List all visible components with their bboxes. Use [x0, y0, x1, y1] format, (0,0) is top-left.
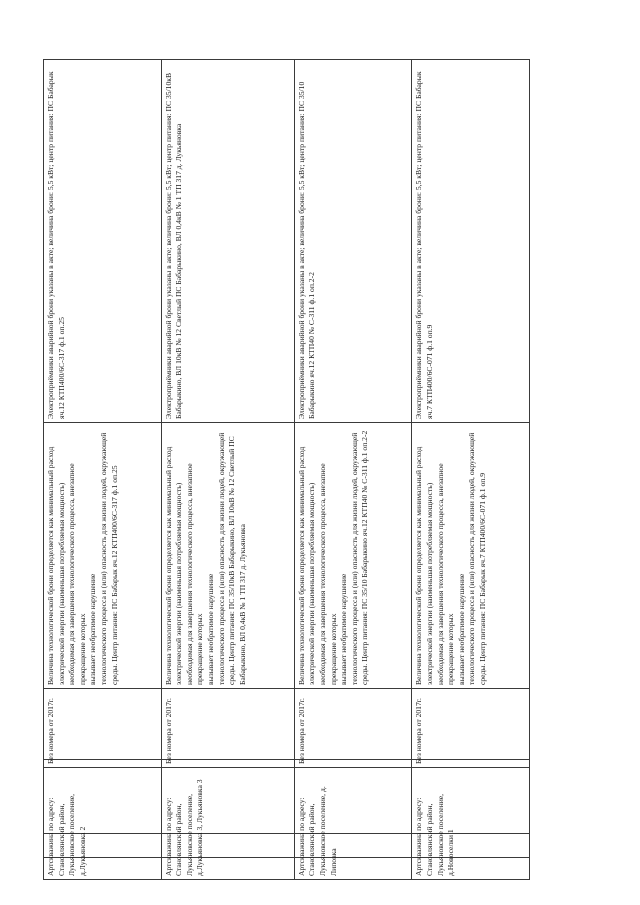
cell-number: Без номера от 2017г. — [294, 689, 412, 768]
cell-tech-reserve: Величина технологической брони определяется как минимальный расход электрической энергии (наименьшая потребляемая мощность) необходимая для завершения технологического процесса, внезапное прекращение которых вызывает необратимое нарушение технологического процесса и (или) опасность для жизни людей, окружающей среды. Центр питания: ПС 35/10кВ Бабарыкино, ВЛ 10кВ № 12 Светлый ПС Бабарыкино, ВЛ 0,4кВ № 1 ТП 317 д. Лукьяновка — [161, 423, 294, 689]
cell-emergency-reserve: Электроприёмники аварийной брони указаны в акте; величина брони: 5,5 кВт; центр питания: ПС Бабарык яч.7 КТП400/6С-071 ф.1 оп.9 — [412, 60, 530, 423]
cell-emergency-reserve: Электроприёмники аварийной брони указаны в акте; величина брони: 5,5 кВт; центр питания: ПС 35/10 Бабарыкино яч.12 КТП40 № С-311 ф.1 оп.2-2 — [294, 60, 412, 423]
table-row — [294, 60, 412, 880]
reserve-table — [43, 59, 530, 880]
table-row — [412, 60, 530, 880]
cell-address: Артскважина по адресу: Становлянский район, Лукьяновское поселение, д. Липовка — [294, 768, 412, 880]
cell-number: Без номера от 2017г. — [44, 689, 162, 768]
rotated-table — [43, 60, 530, 880]
table-row — [44, 60, 162, 880]
cell-emergency-reserve: Электроприёмники аварийной брони указаны в акте; величина брони: 5,5 кВт; центр питания: ПС 35/10кВ Бабарыкино, ВЛ 10кВ № 12 Светлый ПС Бабарыкино, ВЛ 0,4кВ № 1 ТП 317 д. Лукьяновка — [161, 60, 294, 423]
cell-address: Артскважина по адресу: Становлянский район, Лукьяновское поселение, д.Лукьяновка 2 — [44, 768, 162, 880]
cell-emergency-reserve: Электроприёмники аварийной брони указаны в акте; величина брони: 5,5 кВт; центр питания: ПС Бабарык яч.12 КТП400/6С-317 ф.1 оп.25 — [44, 60, 162, 423]
cell-tech-reserve: Величина технологической брони определяется как минимальный расход электрической энергии (наименьшая потребляемая мощность) необходимая для завершения технологического процесса, внезапное прекращение которых вызывает необратимое нарушение технологического процесса и (или) опасность для жизни людей, окружающей среды. Центр питания: ПС 35/10 Бабарыкино яч.12 КТП40 № С-311 ф.1 оп.2-2 — [294, 423, 412, 689]
cell-tech-reserve: Величина технологической брони определяется как минимальный расход электрической энергии (наименьшая потребляемая мощность) необходимая для завершения технологического процесса, внезапное прекращение которых вызывает необратимое нарушение технологического процесса и (или) опасность для жизни людей, окружающей среды. Центр питания: ПС Бабарык яч.7 КТП400/6С-071 ф.1 оп.9 — [412, 423, 530, 689]
cell-address: Артскважина по адресу: Становлянский район, Лукьяновское поселение, д.Новоселки 1 — [412, 768, 530, 880]
cell-number: Без номера от 2017г. — [161, 689, 294, 768]
cell-address: Артскважина по адресу: Становлянский район, Лукьяновское поселение, д.Лукьяновка 3, Лукьяновка 3 — [161, 768, 294, 880]
cell-tech-reserve: Величина технологической брони определяется как минимальный расход электрической энергии (наименьшая потребляемая мощность) необходимая для завершения технологического процесса, внезапное прекращение которых вызывает необратимое нарушение технологического процесса и (или) опасность для жизни людей, окружающей среды. Центр питания: ПС Бабарык яч.12 КТП400/6С-317 ф.1 оп.25 — [44, 423, 162, 689]
table-row — [161, 60, 294, 880]
cell-number: Без номера от 2017г. — [412, 689, 530, 768]
